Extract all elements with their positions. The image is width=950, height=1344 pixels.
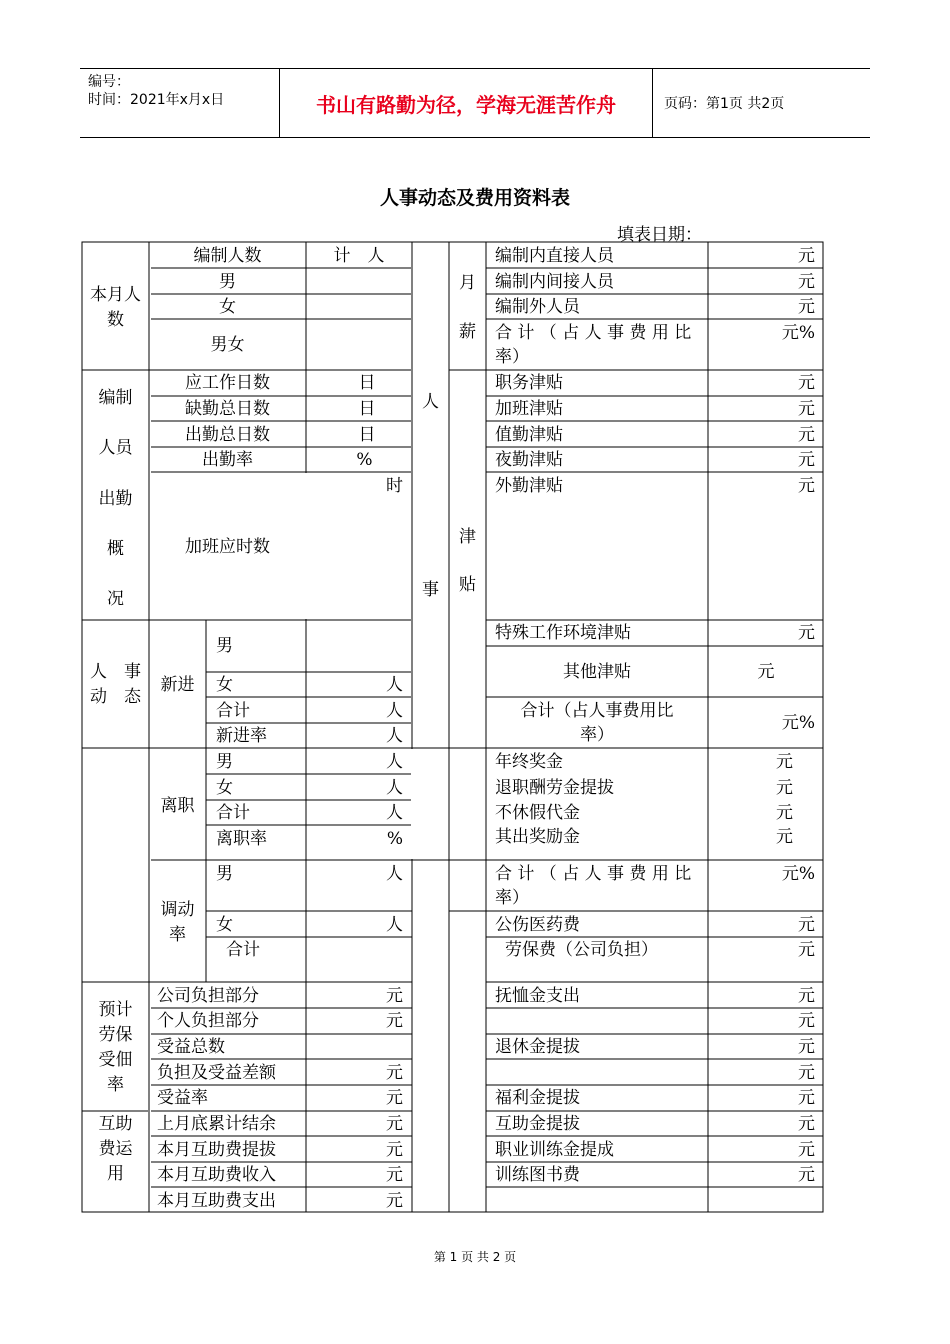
unit-hour: 时 [386, 476, 403, 496]
header-time: 时间：2021年x月x日 [88, 92, 225, 108]
unit-yuan-percent-1: 元% [781, 323, 815, 343]
label-total-ratio-3: 合 计 （ 占 人 事 费 用 比 率） [495, 864, 692, 908]
unit-person-3: 人 [386, 726, 403, 746]
unit-day-3: 日 [358, 425, 376, 445]
unit-yuan-l1: 元 [386, 986, 403, 1006]
label-leave-pay: 不休假代金 [495, 803, 580, 823]
unit-yuan-r16: 元 [798, 940, 815, 960]
unit-yuan-r17: 元 [798, 986, 815, 1006]
unit-yuan-r21: 元 [798, 1088, 815, 1108]
label-new-hire-rate: 新进率 [216, 726, 267, 746]
label-new-subtotal: 合计 [216, 701, 250, 721]
label-field-allowance: 外勤津贴 [495, 476, 563, 496]
label-pension-expense: 抚恤金支出 [495, 986, 580, 1006]
unit-percent-2: % [386, 829, 403, 849]
unit-percent-1: % [356, 450, 373, 470]
label-personal-share: 个人负担部分 [157, 1011, 259, 1031]
unit-yuan-l2: 元 [386, 1011, 403, 1031]
label-training-books: 训练图书费 [495, 1165, 580, 1185]
label-other-allowance: 其他津贴 [563, 662, 631, 682]
page-footer: 第 1 页 共 2 页 [433, 1250, 517, 1264]
section-insurance: 预计 劳保 受佃 率 [98, 1000, 133, 1095]
attendance-char-3: 出勤 [98, 489, 133, 509]
label-new-male: 男 [216, 636, 233, 656]
unit-yuan-r3: 元 [798, 297, 815, 317]
unit-yuan-r5: 元 [798, 399, 815, 419]
label-leave-rate: 离职率 [216, 829, 267, 849]
document-title: 人事动态及费用资料表 [379, 187, 570, 209]
section-mutual-aid: 互助 费运 用 [98, 1114, 133, 1184]
unit-person-2: 人 [386, 701, 403, 721]
header-page-info: 页码：第1页 共2页 [664, 96, 785, 112]
label-burden-diff: 负担及受益差额 [157, 1063, 276, 1083]
unit-yuan-r12: 元 [776, 778, 793, 798]
label-new-female: 女 [216, 675, 233, 695]
label-leave-male: 男 [216, 752, 233, 772]
label-injury-medical: 公伤医药费 [495, 915, 580, 935]
middle-jin: 津 [459, 527, 476, 547]
unit-person-8: 人 [386, 915, 403, 935]
label-indirect-staff: 编制内间接人员 [495, 272, 614, 292]
label-year-end-bonus: 年终奖金 [495, 752, 563, 772]
label-present-days: 出勤总日数 [185, 425, 270, 445]
label-transfer-rate: 调动 率 [160, 900, 195, 945]
unit-person-7: 人 [386, 864, 403, 884]
unit-yuan-l6: 元 [386, 1140, 403, 1160]
middle-shi: 事 [422, 580, 439, 600]
unit-day-2: 日 [358, 399, 376, 419]
header-slogan: 书山有路勤为径，学海无涯苦作舟 [280, 69, 653, 137]
label-leave: 离职 [160, 796, 195, 816]
unit-person-5: 人 [386, 778, 403, 798]
label-count-unit: 计 人 [333, 246, 385, 266]
label-direct-staff: 编制内直接人员 [495, 246, 614, 266]
unit-yuan-r13: 元 [776, 803, 793, 823]
label-outside-staff: 编制外人员 [495, 297, 580, 317]
label-transfer-subtotal: 合计 [226, 940, 260, 960]
label-welfare-provision: 福利金提拔 [495, 1088, 580, 1108]
label-transfer-female: 女 [216, 915, 233, 935]
label-total-ratio-1: 合 计 （ 占 人 事 费 用 比 率） [495, 323, 692, 367]
attendance-char-4: 概 [107, 539, 124, 559]
middle-tie: 贴 [459, 575, 476, 595]
label-male: 男 [219, 272, 236, 292]
attendance-char-2: 人员 [98, 438, 133, 458]
unit-day-1: 日 [358, 373, 376, 393]
attendance-char-5: 况 [107, 589, 124, 609]
unit-yuan-r1: 元 [798, 246, 815, 266]
unit-yuan-r19: 元 [798, 1037, 815, 1057]
label-training-provision: 职业训练金提成 [495, 1140, 614, 1160]
unit-yuan-r23: 元 [798, 1140, 815, 1160]
label-other-bonus: 其出奖励金 [495, 827, 580, 847]
label-labor-protection: 劳保费（公司负担） [505, 940, 658, 960]
unit-yuan-r7: 元 [798, 450, 815, 470]
label-leave-subtotal: 合计 [216, 803, 250, 823]
unit-person-4: 人 [386, 752, 403, 772]
label-retire-provision: 退职酬劳金提拔 [495, 778, 614, 798]
label-company-share: 公司负担部分 [157, 986, 259, 1006]
label-new-hire: 新进 [160, 675, 195, 695]
unit-person-6: 人 [386, 803, 403, 823]
unit-yuan-l5: 元 [386, 1114, 403, 1134]
middle-xin: 薪 [459, 322, 476, 342]
attendance-char-1: 编制 [98, 388, 133, 408]
unit-yuan-r14: 元 [776, 827, 793, 847]
section-personnel-dynamics: 人 事 动 态 [90, 662, 141, 707]
label-overtime-hours: 加班应时数 [185, 537, 270, 557]
label-male-female: 男女 [210, 335, 245, 355]
unit-yuan-r18: 元 [798, 1011, 815, 1031]
unit-yuan-r15: 元 [798, 915, 815, 935]
label-attendance-rate: 出勤率 [202, 450, 253, 470]
label-mutual-income: 本月互助费收入 [157, 1165, 276, 1185]
label-special-env-allowance: 特殊工作环境津贴 [495, 623, 631, 643]
section-month-headcount: 本月人数 [90, 285, 141, 330]
unit-yuan-l7: 元 [386, 1165, 403, 1185]
label-mutual-expense: 本月互助费支出 [157, 1191, 276, 1211]
unit-yuan-r22: 元 [798, 1114, 815, 1134]
unit-yuan-r24: 元 [798, 1165, 815, 1185]
label-total-benefit: 受益总数 [157, 1037, 225, 1057]
label-female: 女 [219, 297, 236, 317]
label-mutual-allot: 本月互助费提拔 [157, 1140, 276, 1160]
unit-yuan-r9: 元 [798, 623, 815, 643]
label-total-ratio-2: 合计（占人事费用比 率） [520, 701, 674, 745]
middle-yue: 月 [459, 273, 476, 293]
label-leave-female: 女 [216, 778, 233, 798]
unit-yuan-r11: 元 [776, 752, 793, 772]
unit-yuan-l8: 元 [386, 1191, 403, 1211]
label-night-allowance: 夜勤津贴 [495, 450, 563, 470]
label-benefit-rate: 受益率 [157, 1088, 208, 1108]
unit-yuan-r2: 元 [798, 272, 815, 292]
unit-yuan-l3: 元 [386, 1063, 403, 1083]
unit-yuan-l4: 元 [386, 1088, 403, 1108]
label-transfer-male: 男 [216, 864, 233, 884]
label-overtime-allowance: 加班津贴 [495, 399, 563, 419]
header-number: 编号： [88, 74, 130, 90]
unit-yuan-r6: 元 [798, 425, 815, 445]
unit-yuan-r8: 元 [798, 476, 815, 496]
label-absent-days: 缺勤总日数 [185, 399, 270, 419]
label-establishment-count: 编制人数 [193, 246, 262, 266]
unit-yuan-r20: 元 [798, 1063, 815, 1083]
unit-yuan-percent-3: 元% [781, 864, 815, 884]
unit-person-1: 人 [386, 675, 403, 695]
label-duty-allowance: 值勤津贴 [495, 425, 563, 445]
label-retirement-provision: 退休金提拔 [495, 1037, 580, 1057]
label-last-month-balance: 上月底累计结余 [157, 1114, 276, 1134]
unit-yuan-r10: 元 [757, 662, 775, 682]
unit-yuan-r4: 元 [798, 373, 815, 393]
label-post-allowance: 职务津贴 [495, 373, 563, 393]
fill-date-label: 填表日期： [617, 225, 702, 245]
unit-yuan-percent-2: 元% [781, 713, 815, 733]
middle-ren: 人 [422, 392, 439, 412]
label-workdays-required: 应工作日数 [185, 373, 270, 393]
label-mutual-provision: 互助金提拔 [495, 1114, 580, 1134]
